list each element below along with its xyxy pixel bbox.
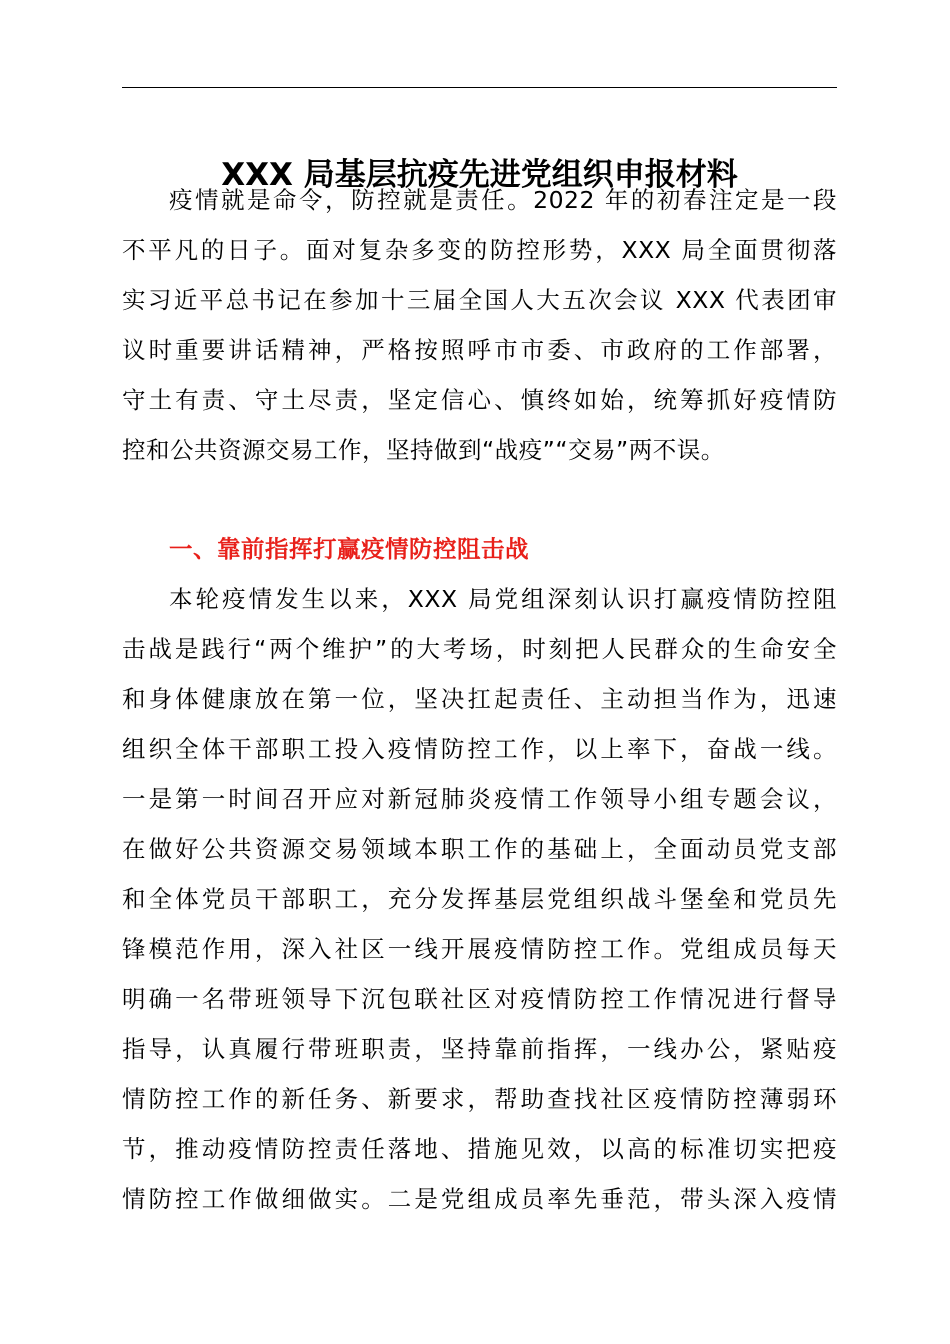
- paragraph-line: 一是第一时间召开应对新冠肺炎疫情工作领导小组专题会议，: [122, 785, 837, 813]
- paragraph-line: 守土有责、守土尽责，坚定信心、慎终如始，统筹抓好疫情防: [122, 386, 837, 414]
- paragraph-line: 控和公共资源交易工作，坚持做到“战疫”“交易”两不误。: [122, 436, 725, 464]
- section-heading: 一、靠前指挥打赢疫情防控阻击战: [169, 535, 529, 563]
- paragraph-line: 本轮疫情发生以来，XXX 局党组深刻认识打赢疫情防控阻: [169, 585, 837, 613]
- document-title: XXX 局基层抗疫先进党组织申报材料: [221, 157, 738, 193]
- paragraph-intro: [122, 175, 837, 475]
- paragraph-line: 情防控工作的新任务、新要求，帮助查找社区疫情防控薄弱环: [122, 1085, 837, 1113]
- header-rule: [122, 87, 837, 88]
- paragraph-line: 锋模范作用，深入社区一线开展疫情防控工作。党组成员每天: [122, 935, 837, 963]
- paragraph-section-one: [122, 574, 837, 1224]
- paragraph-line: 明确一名带班领导下沉包联社区对疫情防控工作情况进行督导: [122, 985, 837, 1013]
- paragraph-line: 实习近平总书记在参加十三届全国人大五次会议 XXX 代表团审: [122, 286, 837, 314]
- paragraph-line: 击战是践行“两个维护”的大考场，时刻把人民群众的生命安全: [122, 635, 837, 663]
- paragraph-line: 和全体党员干部职工，充分发挥基层党组织战斗堡垒和党员先: [122, 885, 837, 913]
- paragraph-line: 议时重要讲话精神，严格按照呼市市委、市政府的工作部署，: [122, 336, 837, 364]
- paragraph-line: 指导，认真履行带班职责，坚持靠前指挥，一线办公，紧贴疫: [122, 1035, 837, 1063]
- paragraph-line: 节，推动疫情防控责任落地、措施见效，以高的标准切实把疫: [122, 1135, 837, 1163]
- paragraph-line: 不平凡的日子。面对复杂多变的防控形势，XXX 局全面贯彻落: [122, 236, 837, 264]
- paragraph-line: 组织全体干部职工投入疫情防控工作，以上率下，奋战一线。: [122, 735, 837, 763]
- paragraph-line: 和身体健康放在第一位，坚决扛起责任、主动担当作为，迅速: [122, 685, 837, 713]
- paragraph-line: 情防控工作做细做实。二是党组成员率先垂范，带头深入疫情: [122, 1185, 837, 1213]
- paragraph-line: 在做好公共资源交易领域本职工作的基础上，全面动员党支部: [122, 835, 837, 863]
- paragraph-line: 疫情就是命令，防控就是责任。2022 年的初春注定是一段: [169, 186, 837, 214]
